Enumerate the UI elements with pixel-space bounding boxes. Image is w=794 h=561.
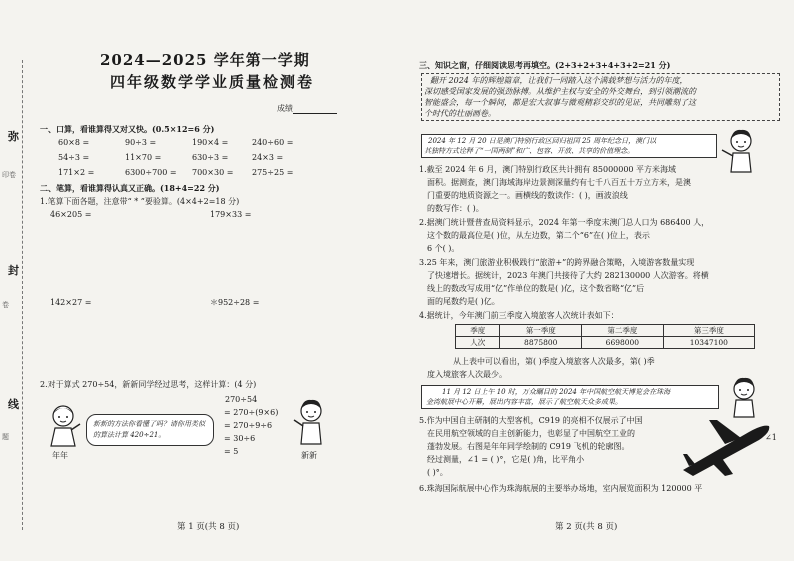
binding-char-3: 线 bbox=[8, 398, 19, 411]
calc-line: = 5 bbox=[224, 447, 239, 456]
intro-line: 个时代的壮丽画卷。 bbox=[424, 109, 496, 118]
name-xin-xin: 新新 bbox=[301, 451, 317, 460]
oral-item: 60×8 = bbox=[58, 138, 90, 147]
intro-passage bbox=[421, 73, 780, 121]
table-header-cell: 第一季度 bbox=[500, 325, 582, 337]
q1-line: 的数写作：( )。 bbox=[427, 204, 484, 213]
page-two bbox=[397, 0, 794, 561]
binding-fragment-2: 卷 bbox=[2, 301, 9, 309]
score-field bbox=[277, 104, 337, 114]
q5-line: 在民用航空领域的自主创新能力，也彰显了中国航空工业的 bbox=[427, 429, 635, 438]
q3-line: 面的尾数约是( )亿。 bbox=[427, 297, 500, 306]
boy-cartoon-icon bbox=[723, 376, 765, 418]
oral-item: 24×3 = bbox=[252, 153, 284, 162]
intro-line: 深切感受国家发展的强劲脉搏。从维护主权与安全的外交舞台，到引领潮流的 bbox=[424, 87, 696, 96]
binding-fragment-1: 印卷 bbox=[2, 171, 16, 179]
q1-line: 1.截至 2024 年 6 月，澳门特别行政区共计拥有 85000000 平方米海域 bbox=[419, 165, 677, 174]
page1-footer: 第 1 页(共 8 页) bbox=[177, 522, 240, 532]
oral-item: 11×70 = bbox=[125, 153, 162, 162]
q5-line: ( )°。 bbox=[427, 468, 448, 477]
page2-footer: 第 2 页(共 8 页) bbox=[555, 522, 618, 532]
table-row bbox=[456, 337, 755, 349]
macau-note-line: 其独特方式诠释了“一国两制”和广、包容、开放、共享的价值理念。 bbox=[424, 147, 635, 155]
q2-line: 这个数的最高位是( )位，从左边数，第二个“6”在( )位上，表示 bbox=[427, 231, 650, 240]
table-header-cell: 季度 bbox=[456, 325, 500, 337]
q2-line: 6 个( )。 bbox=[427, 244, 460, 253]
oral-item: 6300÷700 = bbox=[125, 168, 177, 177]
intro-line: 智能盛会，每一个瞬间，都是宏大叙事与微观精彩交织的见证，共同雕刻了这 bbox=[424, 98, 696, 107]
table-header-cell: 第二季度 bbox=[582, 325, 664, 337]
calc-line: = 270÷9÷6 bbox=[224, 421, 273, 430]
written-calc-q3: 142×27 = bbox=[50, 298, 92, 307]
section3-heading: 三、知识之窗，仔细阅读思考再填空。(2+3+2+3+4+3+2=21 分) bbox=[419, 60, 671, 70]
name-nian-nian: 年年 bbox=[52, 451, 68, 460]
q6-line: 6.珠海国际航展中心作为珠海航展的主要举办场地，室内展览面积为 120000 平 bbox=[419, 484, 703, 493]
written-calc-q1: 46×205 = bbox=[50, 210, 92, 219]
section1-heading: 一、口算，看谁算得又对又快。(0.5×12=6 分) bbox=[40, 124, 215, 134]
binding-fragment-3: 题 bbox=[2, 433, 9, 441]
q4-after-line: 从上表中可以看出，第( )季度入境旅客人次最多，第( )季 bbox=[453, 357, 655, 366]
calc-line: 270÷54 bbox=[225, 395, 258, 404]
airshow-note-box bbox=[421, 385, 719, 409]
oral-item: 171×2 = bbox=[58, 168, 95, 177]
oral-item: 240÷60 = bbox=[252, 138, 294, 147]
section2-sub1: 1.笔算下面各题，注意带“ * ”要验算。(4×4+2=18 分) bbox=[40, 197, 240, 206]
q4-after-line: 度入境旅客人次最少。 bbox=[427, 370, 507, 379]
section2-sub2: 2.对于算式 270÷54，新新同学经过思考，这样计算：(4 分) bbox=[40, 380, 257, 389]
oral-item: 90÷3 = bbox=[125, 138, 157, 147]
macau-note-line: 2024 年 12 月 20 日是澳门特别行政区回归祖国 25 周年纪念日，澳门以 bbox=[428, 137, 657, 145]
oral-item: 275÷25 = bbox=[252, 168, 294, 177]
table-header-row bbox=[456, 325, 755, 337]
exam-title-year: 2024—2025 学年第一学期 bbox=[100, 51, 310, 69]
q5-line: 经过测量，∠1 = ( )°，它是( )角，比平角小 bbox=[427, 455, 585, 464]
airplane-icon bbox=[679, 414, 775, 480]
girl-cartoon-icon bbox=[42, 402, 84, 450]
q1-line: 门重要的地质资源之一。画横线的数读作：( )，画波浪线 bbox=[427, 191, 628, 200]
oral-item: 190×4 = bbox=[192, 138, 229, 147]
score-blank[interactable] bbox=[293, 104, 337, 114]
oral-item: 630÷3 = bbox=[192, 153, 229, 162]
table-cell: 10347100 bbox=[663, 337, 754, 349]
binding-dashed-line bbox=[22, 60, 23, 530]
score-label: 成绩 bbox=[277, 104, 293, 113]
q2-line: 2.据澳门统计暨普查局资料显示，2024 年第一季度末澳门总人口为 686400 人， bbox=[419, 218, 710, 227]
section2-heading: 二、笔算，看谁算得认真又正确。(18+4=22 分) bbox=[40, 183, 220, 193]
speech-bubble bbox=[86, 414, 214, 446]
boy-cartoon-icon bbox=[290, 396, 332, 448]
binding-char-2: 封 bbox=[8, 264, 19, 277]
q5-line: 5.作为中国自主研制的大型客机，C919 的亮相不仅展示了中国 bbox=[419, 416, 643, 425]
visitor-stats-table bbox=[455, 324, 755, 349]
speech-bubble-text: 新新的方法你看懂了吗？请你用类似的算法计算 420÷21。 bbox=[93, 420, 205, 439]
q3-line: 3.25 年来，澳门旅游业积极践行“旅游+”的跨界融合策略，入境游客数量实现 bbox=[419, 258, 695, 267]
exam-title-subject: 四年级数学学业质量检测卷 bbox=[110, 73, 315, 91]
written-calc-q4: ＊952÷28 = bbox=[210, 298, 260, 307]
intro-line: 翻开 2024 年的辉煌篇章，让我们一同踏入这个满载梦想与活力的年度， bbox=[430, 76, 688, 85]
written-calc-q2: 179×33 = bbox=[210, 210, 252, 219]
q3-line: 线上的数改写成用“亿”作单位的数是( )亿，这个数省略“亿”后 bbox=[427, 284, 645, 293]
table-row-label: 人次 bbox=[456, 337, 500, 349]
calc-line: = 30÷6 bbox=[224, 434, 256, 443]
macau-note-box bbox=[421, 134, 717, 158]
table-cell: 6698000 bbox=[582, 337, 664, 349]
q5-line: 蓬勃发展。右图是年年同学绘制的 C919 飞机的轮廓图。 bbox=[427, 442, 630, 451]
q4-line: 4.据统计，今年澳门前三季度入境旅客人次统计表如下： bbox=[419, 311, 619, 320]
airshow-note-line: 11 月 12 日上午 10 时，万众瞩目的 2024 年中国航空航天博览会在珠海 bbox=[442, 388, 671, 396]
table-header-cell: 第三季度 bbox=[663, 325, 754, 337]
angle-label: ∠1 bbox=[765, 433, 777, 442]
q3-line: 了快速增长。据统计，2023 年澳门共接待了大约 282130000 人次游客。将横 bbox=[427, 271, 709, 280]
calc-line: = 270÷(9×6) bbox=[224, 408, 279, 417]
binding-char-1: 弥 bbox=[8, 130, 19, 143]
table-cell: 8875800 bbox=[500, 337, 582, 349]
oral-item: 700×30 = bbox=[192, 168, 234, 177]
teacher-cartoon-icon bbox=[719, 128, 763, 174]
q1-line: 面积。据测查，澳门海域海岸边景测深量约有七千八百五十万立方米，是澳 bbox=[427, 178, 691, 187]
airshow-note-line: 金湾航展中心开幕，展出内容丰富，展示了航空航天众多成果。 bbox=[426, 398, 622, 406]
oral-item: 54÷3 = bbox=[58, 153, 90, 162]
